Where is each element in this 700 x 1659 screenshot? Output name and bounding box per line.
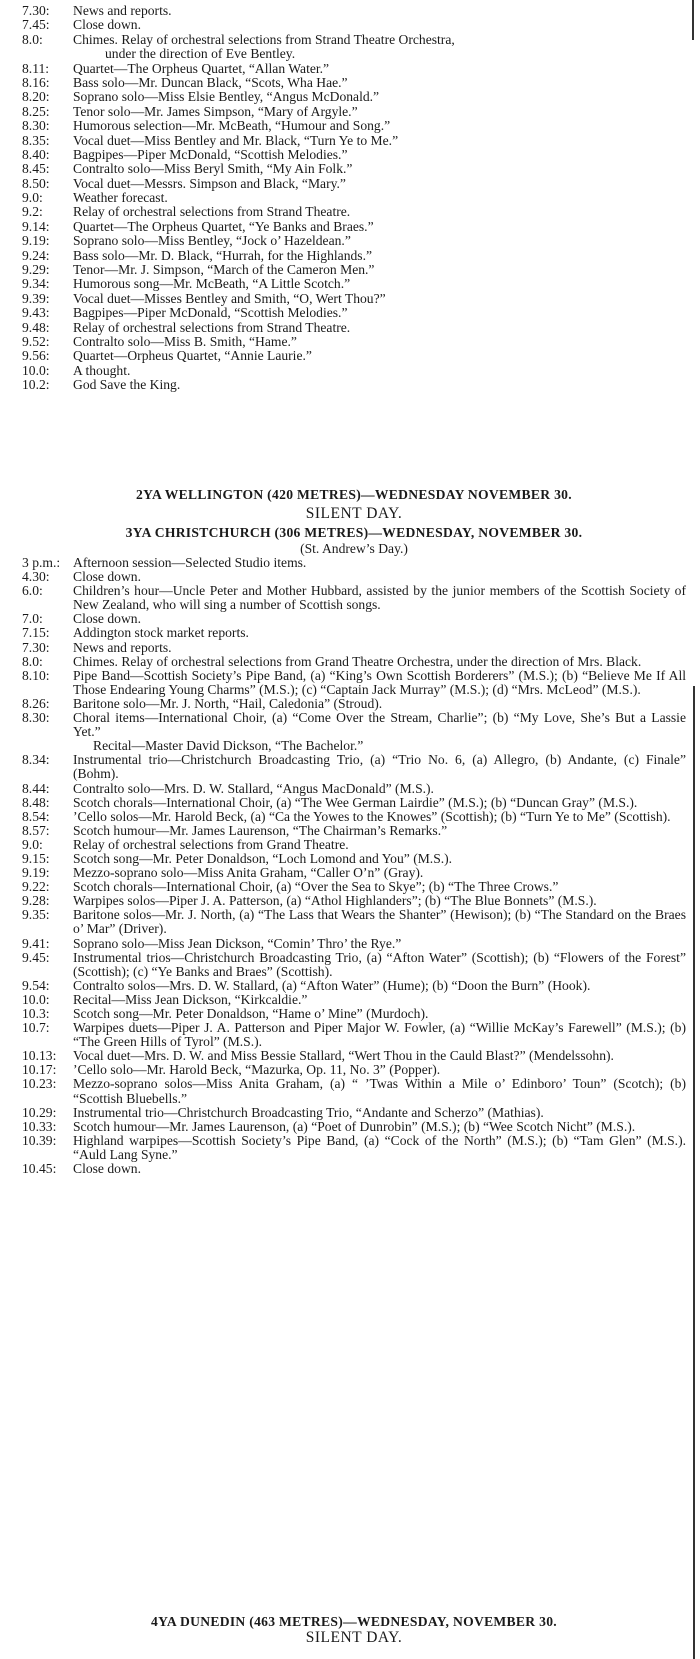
entry-time: 8.34: — [22, 752, 50, 768]
programme-entry — [22, 993, 686, 1007]
entry-text: A thought. — [73, 362, 131, 378]
entry-text: Soprano solo—Miss Jean Dickson, “Comin’ Thro’ the Rye.” — [73, 935, 402, 951]
entry-text: Instrumental trio—Christchurch Broadcasting Trio, (a) “Trio No. 6, (a) Allegro, (b) Andante, (c) Finale” (Bohm). — [73, 752, 686, 782]
programme-entry — [22, 4, 686, 18]
dunedin-heading: 4YA DUNEDIN (463 METRES)—WEDNESDAY, NOVEMBER 30. — [150, 1614, 558, 1629]
entry-text: ’Cello solo—Mr. Harold Beck, “Mazurka, Op. 11, No. 3” (Popper). — [73, 1062, 441, 1078]
programme-entry — [22, 249, 686, 263]
christchurch-section — [22, 525, 686, 1176]
programme-entry — [22, 234, 686, 248]
programme-entry — [22, 880, 686, 894]
entry-text: Scotch humour—Mr. James Laurenson, (a) “Poet of Dunrobin” (M.S.); (b) “Wee Scotch Nicht” (M.S.). — [73, 1118, 636, 1134]
programme-entry — [22, 90, 686, 104]
entry-text: Children’s hour—Uncle Peter and Mother Hubbard, assisted by the junior members of the Scottish Society of New Zealand, who will sing a number of Scottish songs. — [73, 583, 686, 613]
entry-text: ’Cello solos—Mr. Harold Beck, (a) “Ca the Yowes to the Knowes” (Scottish); (b) “Turn Ye to Me” (Scottish). — [73, 808, 671, 824]
programme-entry — [22, 641, 686, 655]
entry-text: Vocal duet—Miss Bentley and Mr. Black, “Turn Ye to Me.” — [73, 132, 399, 148]
entry-text: Chimes. Relay of orchestral selections from Grand Theatre Orchestra, under the direction of Mrs. Black. — [73, 653, 642, 669]
entry-text: Warpipes duets—Piper J. A. Patterson and Piper Major W. Fowler, (a) “Willie McKay’s Farewell” (M.S.); (b) “The Green Hills of Tyrol” (M.S.). — [73, 1020, 686, 1050]
entry-text: Quartet—Orpheus Quartet, “Annie Laurie.” — [73, 348, 312, 364]
programme-entry — [22, 782, 686, 796]
entry-time: 8.26: — [22, 695, 50, 711]
entry-text: Scotch song—Mr. Peter Donaldson, “Hame o’ Mine” (Murdoch). — [73, 1006, 429, 1021]
entry-text: God Save the King. — [73, 377, 181, 393]
entry-time: 9.2: — [22, 204, 43, 220]
programme-entry — [22, 76, 686, 90]
entry-time: 10.2: — [22, 377, 50, 393]
entry-time: 8.30: — [22, 710, 50, 726]
entry-text: Choral items—International Choir, (a) “Come Over the Stream, Charlie”; (b) “My Love, She’s But a Lassie Yet.” — [73, 710, 686, 740]
programme-entry — [22, 810, 686, 824]
entry-text: Tenor solo—Mr. James Simpson, “Mary of Argyle.” — [73, 103, 358, 119]
entry-time: 7.45: — [22, 17, 50, 33]
entry-text: Contralto solos—Mrs. D. W. Stallard, (a) “Afton Water” (Hume); (b) “Doon the Burn” (Hook). — [73, 977, 591, 993]
entry-text: Relay of orchestral selections from Strand Theatre. — [73, 319, 351, 335]
entry-time: 9.35: — [22, 907, 50, 923]
entry-time: 8.0: — [22, 653, 43, 669]
entry-text: Quartet—The Orpheus Quartet, “Ye Banks and Braes.” — [73, 218, 374, 234]
entry-text: Relay of orchestral selections from Strand Theatre. — [73, 204, 351, 220]
programme-entry — [22, 205, 686, 219]
entry-text: Contralto solo—Miss B. Smith, “Hame.” — [73, 333, 297, 349]
programme-entry — [22, 349, 686, 363]
programme-entry — [22, 1162, 686, 1176]
programme-entry — [22, 796, 686, 810]
programme-entry — [22, 1049, 686, 1063]
entry-text: Recital—Miss Jean Dickson, “Kirkcaldie.” — [73, 991, 308, 1007]
entry-time: 10.29: — [22, 1104, 57, 1120]
christchurch-subtitle: (St. Andrew’s Day.) — [300, 541, 408, 556]
programme-entry — [22, 1134, 686, 1162]
programme-entry — [22, 364, 686, 378]
entry-time: 9.48: — [22, 319, 50, 335]
programme-entry — [22, 378, 686, 392]
entry-time: 9.19: — [22, 233, 50, 249]
entry-time: 9.39: — [22, 290, 50, 306]
entry-time: 7.30: — [22, 3, 50, 18]
column-rule — [693, 686, 695, 1659]
entry-time: 10.23: — [22, 1076, 57, 1092]
entry-text: Bagpipes—Piper McDonald, “Scottish Melodies.” — [73, 146, 348, 162]
entry-time: 10.13: — [22, 1048, 57, 1064]
programme-entry — [22, 838, 686, 852]
entry-time: 10.17: — [22, 1062, 57, 1078]
entry-text: Warpipes solos—Piper J. A. Patterson, (a) “Athol Highlanders”; (b) “The Blue Bonnets” (M.S.). — [73, 893, 597, 909]
entry-time: 9.29: — [22, 262, 50, 278]
programme-entry — [22, 612, 686, 626]
programme-entry — [22, 119, 686, 133]
wellington-note: SILENT DAY. — [305, 505, 403, 522]
entry-text: Scotch song—Mr. Peter Donaldson, “Loch Lomond and You” (M.S.). — [73, 850, 453, 866]
programme-entry — [22, 626, 686, 640]
programme-entry — [22, 979, 686, 993]
entry-time: 8.45: — [22, 161, 50, 177]
entry-time: 9.22: — [22, 879, 50, 895]
entry-time: 9.34: — [22, 276, 50, 292]
programme-entry — [22, 584, 686, 612]
entry-text: Scotch humour—Mr. James Laurenson, “The Chairman’s Remarks.” — [73, 822, 448, 838]
entry-time: 10.7: — [22, 1020, 50, 1036]
programme-entry — [22, 1007, 686, 1021]
programme-entry — [22, 894, 686, 908]
programme-entry — [22, 697, 686, 711]
programme-entry — [22, 1120, 686, 1134]
programme-entry — [22, 33, 686, 47]
entry-text: Highland warpipes—Scottish Society’s Pipe Band, (a) “Cock of the North” (M.S.); (b) “Tam Glen” (M.S.). “Auld Lang Syne.” — [73, 1132, 686, 1162]
entry-text: Contralto solo—Mrs. D. W. Stallard, “Angus MacDonald” (M.S.). — [73, 780, 434, 796]
programme-entry — [22, 824, 686, 838]
entry-time: 9.19: — [22, 865, 50, 881]
programme-entry — [22, 62, 686, 76]
entry-text: Pipe Band—Scottish Society’s Pipe Band, (a) “King’s Own Scottish Borderers” (M.S.); (b) “Believe Me If All Those Endearing Young Charms” (M.S.); (c) “Captain Jack Murray” (M.S.); (d) “Mrs. McLeod” (M.S.). — [73, 667, 686, 697]
programme-entry — [22, 292, 686, 306]
christchurch-heading: 3YA CHRISTCHURCH (306 METRES)—WEDNESDAY, NOVEMBER 30. — [125, 525, 583, 540]
entry-time: 8.40: — [22, 146, 50, 162]
entry-time: 8.50: — [22, 175, 50, 191]
entry-time: 8.48: — [22, 794, 50, 810]
entry-time: 9.15: — [22, 850, 50, 866]
entry-time: 9.28: — [22, 893, 50, 909]
programme-entry — [22, 908, 686, 936]
programme-entry — [22, 655, 686, 669]
programme-entry — [22, 1021, 686, 1049]
programme-entry — [22, 866, 686, 880]
programme-entry — [22, 162, 686, 176]
entry-continuation: under the direction of Eve Bentley. — [105, 46, 296, 62]
entry-time: 8.16: — [22, 74, 50, 90]
entry-text: Bagpipes—Piper McDonald, “Scottish Melodies.” — [73, 305, 348, 321]
entry-time: 9.24: — [22, 247, 50, 263]
entry-text: Baritone solo—Mr. J. North, “Hail, Caledonia” (Stroud). — [73, 695, 383, 711]
entry-time: 7.0: — [22, 611, 43, 627]
entry-time: 3 p.m.: — [22, 555, 61, 570]
entry-time: 10.39: — [22, 1132, 57, 1148]
programme-block-1 — [22, 4, 686, 393]
entry-time: 10.3: — [22, 1006, 50, 1021]
entry-text: Vocal duet—Messrs. Simpson and Black, “Mary.” — [73, 175, 346, 191]
entry-text: Instrumental trio—Christchurch Broadcasting Trio, “Andante and Scherzo” (Mathias). — [73, 1104, 544, 1120]
programme-entry — [22, 18, 686, 32]
programme-entry — [22, 937, 686, 951]
entry-time: 10.0: — [22, 362, 50, 378]
wellington-heading: 2YA WELLINGTON (420 METRES)—WEDNESDAY NOVEMBER 30. — [136, 487, 572, 502]
entry-time: 8.25: — [22, 103, 50, 119]
programme-entry — [22, 1063, 686, 1077]
programme-entry — [22, 277, 686, 291]
entry-text: Tenor—Mr. J. Simpson, “March of the Cameron Men.” — [73, 262, 375, 278]
programme-entry — [22, 191, 686, 205]
entry-text: Humorous song—Mr. McBeath, “A Little Scotch.” — [73, 276, 351, 292]
entry-time: 8.44: — [22, 780, 50, 796]
entry-text: Vocal duet—Misses Bentley and Smith, “O, Wert Thou?” — [73, 290, 386, 306]
entry-text: Instrumental trios—Christchurch Broadcasting Trio, (a) “Afton Water” (Scottish); (b) “Flowers of the Forest” (Scottish); (c) “Ye Banks and Braes” (Scottish). — [73, 949, 686, 979]
entry-text: Mezzo-soprano solos—Miss Anita Graham, (a) “ ’Twas Within a Mile o’ Edinboro’ Toun” (Scotch); (b) “Scottish Bluebells.” — [73, 1076, 686, 1106]
entry-time: 9.43: — [22, 305, 50, 321]
entry-time: 10.0: — [22, 991, 50, 1007]
entry-text: Mezzo-soprano solo—Miss Anita Graham, “Caller O’n” (Gray). — [73, 865, 424, 881]
entry-text: Chimes. Relay of orchestral selections from Strand Theatre Orchestra, — [73, 31, 455, 47]
entry-text: Quartet—The Orpheus Quartet, “Allan Water.” — [73, 60, 330, 76]
wellington-section — [22, 487, 686, 522]
dunedin-section — [22, 1614, 686, 1646]
programme-entry — [22, 148, 686, 162]
programme-entry — [22, 753, 686, 781]
programme-entry — [22, 1077, 686, 1105]
entry-text: Scotch chorals—International Choir, (a) “Over the Sea to Skye”; (b) “The Three Crows.” — [73, 879, 559, 895]
entry-time: 8.20: — [22, 89, 50, 105]
entry-text: Vocal duet—Mrs. D. W. and Miss Bessie Stallard, “Wert Thou in the Cauld Blast?” (Mendelssohn). — [73, 1048, 614, 1064]
christchurch-entries — [22, 556, 686, 1176]
programme-entry — [22, 321, 686, 335]
entry-time: 8.54: — [22, 808, 50, 824]
entry-time: 8.10: — [22, 667, 50, 683]
entry-time: 9.14: — [22, 218, 50, 234]
entry-time: 4.30: — [22, 569, 50, 585]
entry-text: Weather forecast. — [73, 190, 168, 206]
programme-entry — [22, 852, 686, 866]
entry-text: Soprano solo—Miss Elsie Bentley, “Angus McDonald.” — [73, 89, 380, 105]
entry-time: 6.0: — [22, 583, 43, 599]
entry-text: Contralto solo—Miss Beryl Smith, “My Ain Folk.” — [73, 161, 353, 177]
programme-entry — [22, 220, 686, 234]
entry-text: Baritone solos—Mr. J. North, (a) “The Lass that Wears the Shanter” (Hewison); (b) “The Standard on the Braes o’ Mar” (Driver). — [73, 907, 686, 937]
entry-time: 9.0: — [22, 836, 43, 852]
entry-text: Addington stock market reports. — [73, 625, 249, 641]
entry-text: Close down. — [73, 611, 141, 627]
entry-text: Afternoon session—Selected Studio items. — [73, 555, 307, 570]
programme-entry — [22, 134, 686, 148]
entry-text: News and reports. — [73, 3, 172, 18]
entry-time: 9.0: — [22, 190, 43, 206]
entry-time: 8.30: — [22, 118, 50, 134]
column-rule-top — [692, 0, 700, 40]
entry-text: Soprano solo—Miss Bentley, “Jock o’ Hazeldean.” — [73, 233, 351, 249]
programme-entry — [22, 669, 686, 697]
entry-time: 8.0: — [22, 31, 43, 47]
entry-time: 7.15: — [22, 625, 50, 641]
programme-entry — [22, 263, 686, 277]
programme-entry — [22, 306, 686, 320]
entry-text: Close down. — [73, 17, 141, 33]
entry-text: Bass solo—Mr. D. Black, “Hurrah, for the Highlands.” — [73, 247, 373, 263]
programme-entry — [22, 1106, 686, 1120]
programme-entry — [22, 570, 686, 584]
entry-text: News and reports. — [73, 639, 172, 655]
programme-entry — [22, 335, 686, 349]
entry-text: Relay of orchestral selections from Grand Theatre. — [73, 836, 349, 852]
entry-time: 9.56: — [22, 348, 50, 364]
programme-entry — [22, 177, 686, 191]
entry-time: 10.33: — [22, 1118, 57, 1134]
entry-text: Close down. — [73, 569, 141, 585]
entry-time: 9.52: — [22, 333, 50, 349]
programme-entry — [22, 556, 686, 570]
entry-time: 9.45: — [22, 949, 50, 965]
programme-entry — [22, 739, 686, 753]
entry-time: 8.57: — [22, 822, 50, 838]
dunedin-note: SILENT DAY. — [305, 1629, 403, 1646]
entry-text: Recital—Master David Dickson, “The Bachelor.” — [93, 738, 364, 754]
entry-time: 8.11: — [22, 60, 50, 76]
programme-entry — [22, 105, 686, 119]
entry-time: 8.35: — [22, 132, 50, 148]
programme-entry — [22, 711, 686, 739]
programme-entry — [22, 951, 686, 979]
entry-text: Humorous selection—Mr. McBeath, “Humour and Song.” — [73, 118, 391, 134]
entry-time: 10.45: — [22, 1161, 57, 1177]
entry-text: Close down. — [73, 1161, 141, 1177]
entry-time: 9.41: — [22, 935, 50, 951]
entry-text: Scotch chorals—International Choir, (a) “The Wee German Lairdie” (M.S.); (b) “Duncan Gray” (M.S.). — [73, 794, 638, 810]
entry-text: Bass solo—Mr. Duncan Black, “Scots, Wha Hae.” — [73, 74, 348, 90]
entry-time: 9.54: — [22, 977, 50, 993]
entry-time: 7.30: — [22, 639, 50, 655]
